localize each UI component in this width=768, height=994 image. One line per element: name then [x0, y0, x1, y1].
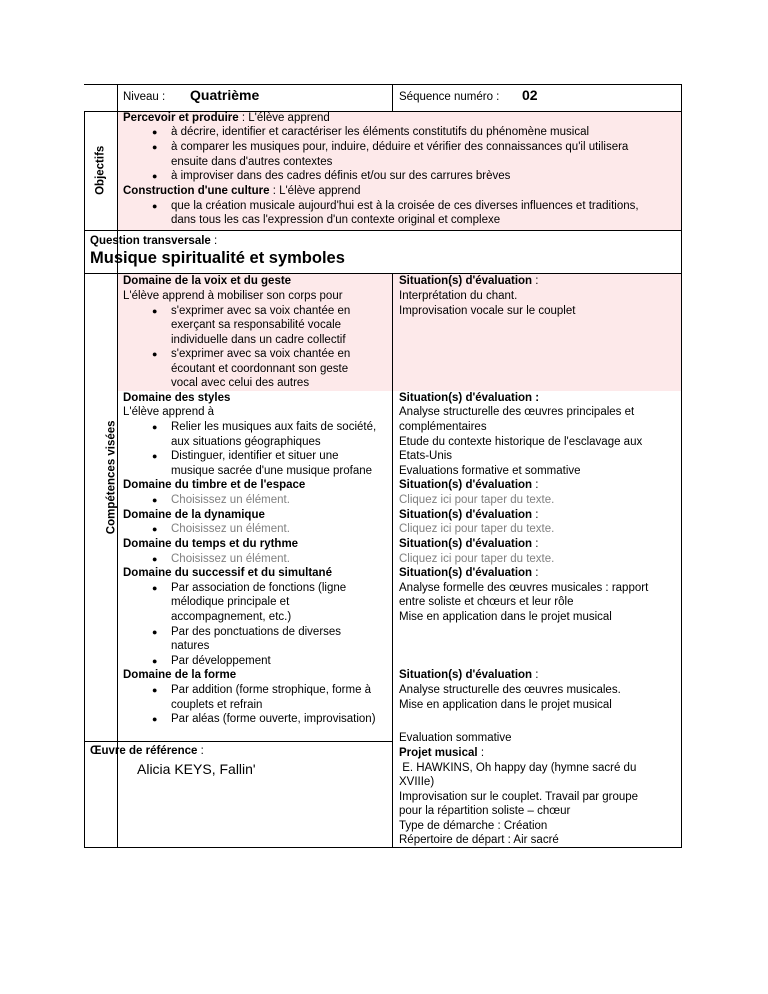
- list-item: ● à improviser dans des cadres définis et/ou sur des carrures brèves: [152, 170, 511, 182]
- list-item: ● s'exprimer avec sa voix chantée en: [152, 305, 351, 317]
- styles-eval-line: Analyse structurelle des œuvres principales et: [399, 406, 635, 418]
- forme-title: Domaine de la forme: [123, 669, 237, 681]
- list-item-continuation: natures: [171, 640, 210, 652]
- list-item-continuation: accompagnement, etc.): [171, 611, 292, 623]
- timbre-dropdown[interactable]: ● Choisissez un élément.: [152, 494, 290, 506]
- projet-line: E. HAWKINS, Oh happy day (hymne sacré du: [399, 762, 637, 774]
- temps-dropdown[interactable]: ● Choisissez un élément.: [152, 553, 290, 565]
- successif-eval-label: Situation(s) d'évaluation :: [399, 567, 539, 579]
- projet-line: Improvisation sur le couplet. Travail par groupe: [399, 791, 639, 803]
- timbre-eval-field[interactable]: Cliquez ici pour taper du texte.: [399, 494, 555, 506]
- list-item-continuation: mélodique principale et: [171, 596, 290, 608]
- objectifs-side-label: Objectifs: [94, 145, 107, 195]
- list-item-continuation: aux situations géographiques: [171, 436, 321, 448]
- question-title: Musique spiritualité et symboles: [90, 249, 345, 267]
- question-label: Question transversale :: [90, 235, 218, 247]
- styles-eval-line: complémentaires: [399, 421, 487, 433]
- styles-eval-label: Situation(s) d'évaluation :: [399, 392, 540, 404]
- temps-title: Domaine du temps et du rythme: [123, 538, 299, 550]
- voix-intro: L'élève apprend à mobiliser son corps pour: [123, 290, 343, 302]
- styles-title: Domaine des styles: [123, 392, 231, 404]
- list-item-continuation: musique sacrée d'une musique profane: [171, 465, 373, 477]
- list-item-continuation: exerçant sa responsabilité vocale: [171, 319, 342, 331]
- voix-title: Domaine de la voix et du geste: [123, 275, 292, 287]
- sequence-label: Séquence numéro :: [399, 91, 500, 103]
- list-item: ● Relier les musiques aux faits de société,: [152, 421, 377, 433]
- list-item: ● Distinguer, identifier et situer une: [152, 450, 339, 462]
- niveau-value: Quatrième: [190, 87, 260, 103]
- projet-line: Répertoire de départ : Air sacré: [399, 834, 559, 846]
- competences-side-label: Compétences visées: [105, 420, 118, 535]
- timbre-title: Domaine du timbre et de l'espace: [123, 479, 306, 491]
- construction-title: Construction d'une culture: [123, 185, 270, 197]
- oeuvre-value: Alicia KEYS, Fallin': [137, 761, 256, 777]
- list-item: ● s'exprimer avec sa voix chantée en: [152, 348, 351, 360]
- list-item-continuation: ensuite dans d'autres contextes: [171, 156, 333, 168]
- list-item-continuation: vocal avec celui des autres: [171, 377, 310, 389]
- list-item-continuation: écoutant et coordonnant son geste: [171, 363, 349, 375]
- list-item: ● Par association de fonctions (ligne: [152, 582, 347, 594]
- forme-eval-label: Situation(s) d'évaluation :: [399, 669, 539, 681]
- projet-line: XVIIIe): [399, 776, 435, 788]
- projet-label: Projet musical :: [399, 747, 485, 759]
- voix-eval-line: Interprétation du chant.: [399, 290, 518, 302]
- eval-sommative: Evaluation sommative: [399, 732, 512, 744]
- dynamique-dropdown[interactable]: ● Choisissez un élément.: [152, 523, 290, 535]
- styles-eval-line: Evaluations formative et sommative: [399, 465, 581, 477]
- percevoir-title: Percevoir et produire: [123, 112, 239, 124]
- voix-eval-label: Situation(s) d'évaluation :: [399, 275, 539, 287]
- construction-rest: : L'élève apprend: [269, 185, 361, 197]
- oeuvre-label: Œuvre de référence :: [90, 745, 204, 757]
- projet-line: pour la répartition soliste – chœur: [399, 805, 571, 817]
- projet-line: Type de démarche : Création: [399, 820, 548, 832]
- successif-title: Domaine du successif et du simultané: [123, 567, 332, 579]
- list-item: ● Par addition (forme strophique, forme à: [152, 684, 372, 696]
- styles-eval-line: Etude du contexte historique de l'esclavage aux: [399, 436, 643, 448]
- styles-intro: L'élève apprend à: [123, 406, 215, 418]
- construction-heading: [123, 184, 361, 199]
- list-item-continuation: individuelle dans un cadre collectif: [171, 334, 346, 346]
- styles-eval-line: Etats-Unis: [399, 450, 453, 462]
- temps-eval-field[interactable]: Cliquez ici pour taper du texte.: [399, 553, 555, 565]
- forme-eval-line: Analyse structurelle des œuvres musicales.: [399, 684, 621, 696]
- dynamique-eval-field[interactable]: Cliquez ici pour taper du texte.: [399, 523, 555, 535]
- list-item: ● que la création musicale aujourd'hui est à la croisée de ces diverses influences et traditions,: [152, 200, 639, 212]
- percevoir-heading: [123, 111, 330, 126]
- forme-eval-line: Mise en application dans le projet musical: [399, 699, 612, 711]
- niveau-label: Niveau :: [123, 91, 166, 103]
- list-item: ● Par aléas (forme ouverte, improvisation): [152, 713, 376, 725]
- sequence-value: 02: [522, 87, 538, 103]
- successif-eval-line: Analyse formelle des œuvres musicales : rapport: [399, 582, 649, 594]
- temps-eval-label: Situation(s) d'évaluation :: [399, 538, 539, 550]
- list-item-continuation: dans tous les cas l'expression d'un contexte original et complexe: [171, 214, 501, 226]
- dynamique-eval-label: Situation(s) d'évaluation :: [399, 509, 539, 521]
- list-item: ● Par développement: [152, 655, 271, 667]
- percevoir-rest: : L'élève apprend: [238, 112, 330, 124]
- successif-eval-line: entre soliste et chœurs et leur rôle: [399, 596, 574, 608]
- list-item: ● à décrire, identifier et caractériser les éléments constitutifs du phénomène musical: [152, 126, 590, 138]
- list-item: ● Par des ponctuations de diverses: [152, 626, 342, 638]
- list-item-continuation: couplets et refrain: [171, 699, 263, 711]
- dynamique-title: Domaine de la dynamique: [123, 509, 265, 521]
- timbre-eval-label: Situation(s) d'évaluation :: [399, 479, 539, 491]
- voix-eval-line: Improvisation vocale sur le couplet: [399, 305, 576, 317]
- successif-eval-line: Mise en application dans le projet musical: [399, 611, 612, 623]
- list-item: ● à comparer les musiques pour, induire, déduire et vérifier des connaissances qu'il utilisera: [152, 141, 629, 153]
